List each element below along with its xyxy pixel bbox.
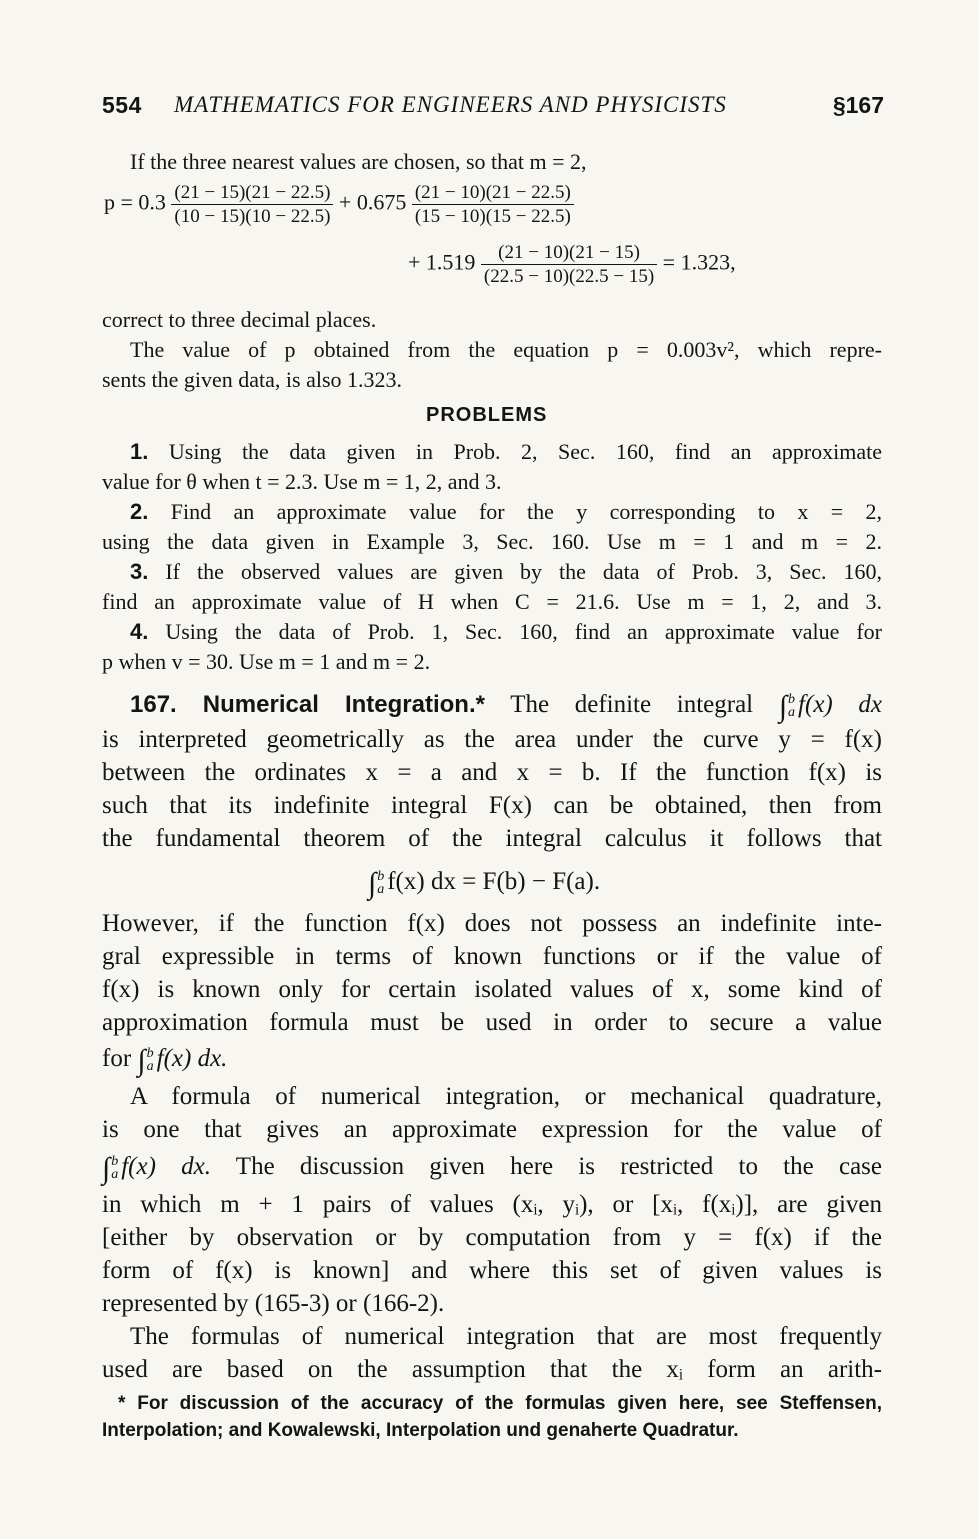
fraction-3-numerator: (21 − 10)(21 − 15): [481, 242, 657, 265]
footnote-line-2: Interpolation; and Kowalewski, Interpolation und genaherte Quadratur.: [102, 1420, 739, 1441]
equation-line-1: [104, 182, 574, 227]
text-line: The formulas of numerical integration that are most frequently: [130, 1323, 882, 1350]
problem-line: find an approximate value of H when C = 21.6. Use m = 1, 2, and 3.: [102, 589, 882, 614]
footnote-line-1: * For discussion of the accuracy of the formulas given here, see Steffensen,: [118, 1393, 882, 1414]
fraction-2-numerator: (21 − 10)(21 − 22.5): [412, 182, 574, 205]
text-line: such that its indefinite integral F(x) can be obtained, then from: [102, 792, 882, 819]
section-title: 167. Numerical Integration.*: [130, 691, 485, 718]
text-line: used are based on the assumption that the xᵢ form an arith-: [102, 1356, 882, 1383]
problem-line: p when v = 30. Use m = 1 and m = 2.: [102, 649, 431, 674]
text-line: form of f(x) is known] and where this set of given values is: [102, 1257, 882, 1284]
section-marker: §167: [832, 92, 884, 118]
example-after-3: sents the given data, is also 1.323.: [102, 367, 403, 392]
example-intro: If the three nearest values are chosen, so that m = 2,: [130, 149, 587, 174]
p-equals: p = 0.3: [104, 189, 166, 215]
section-heading-line: 167. Numerical Integration.* The definite integral ∫ b a f(x) dx: [130, 690, 883, 723]
problem-line: 2. Find an approximate value for the y corresponding to x = 2,: [130, 499, 883, 524]
problem-number: 3.: [130, 559, 149, 584]
problem-number: 4.: [130, 619, 149, 644]
text-line: ∫ b a f(x) dx. The discussion given here is restricted to the case: [102, 1152, 882, 1185]
problem-line: 1. Using the data given in Prob. 2, Sec. 160, find an approximate: [130, 439, 883, 464]
fraction-2-denominator: (15 − 10)(15 − 22.5): [414, 206, 571, 227]
fraction-3: [481, 242, 657, 287]
running-title: MATHEMATICS FOR ENGINEERS AND PHYSICISTS: [174, 92, 727, 117]
equation-result: = 1.323,: [662, 249, 736, 275]
text-line: in which m + 1 pairs of values (xᵢ, yᵢ), or [xᵢ, f(xᵢ)], are given: [102, 1191, 882, 1218]
fraction-1-denominator: (10 − 15)(10 − 22.5): [174, 206, 331, 227]
fraction-3-denominator: (22.5 − 10)(22.5 − 15): [483, 266, 655, 287]
page-number: 554: [102, 92, 142, 118]
fraction-2: [412, 182, 574, 227]
text-line: However, if the function f(x) does not possess an indefinite inte-: [102, 910, 882, 937]
equation-line-2: [408, 242, 736, 287]
text-line: is one that gives an approximate expression for the value of: [102, 1116, 882, 1143]
text-line: is interpreted geometrically as the area under the curve y = f(x): [102, 726, 882, 753]
fraction-1-numerator: (21 − 15)(21 − 22.5): [171, 182, 333, 205]
text-line: f(x) is known only for certain isolated values of x, some kind of: [102, 976, 882, 1003]
text-line: for ∫ b a f(x) dx.: [102, 1044, 228, 1077]
problem-line: value for θ when t = 2.3. Use m = 1, 2, and 3.: [102, 469, 502, 494]
plus-coefficient-1: + 0.675: [338, 189, 407, 215]
integral-sign: ∫: [102, 1152, 111, 1185]
problem-number: 2.: [130, 499, 149, 524]
plus-coefficient-2: + 1.519: [408, 249, 476, 275]
problem-line: 4. Using the data of Prob. 1, Sec. 160, find an approximate value for: [130, 619, 883, 644]
problems-heading: PROBLEMS: [426, 404, 548, 426]
problem-line: 3. If the observed values are given by the data of Prob. 3, Sec. 160,: [130, 559, 883, 584]
integral-sign: ∫: [778, 690, 788, 723]
problem-number: 1.: [130, 439, 149, 464]
text-line: approximation formula must be used in order to secure a value: [102, 1009, 882, 1036]
text-line: between the ordinates x = a and x = b. If the function f(x) is: [102, 759, 882, 786]
problem-line: using the data given in Example 3, Sec. 160. Use m = 1 and m = 2.: [102, 529, 882, 554]
example-after-2: The value of p obtained from the equation p = 0.003v², which repre-: [130, 337, 882, 362]
integral-sign: ∫: [368, 867, 377, 900]
integral-sign: ∫: [137, 1044, 146, 1077]
integral: ∫ b a f(x) dx: [778, 690, 883, 723]
fraction-1: [171, 182, 333, 227]
text-line: gral expressible in terms of known functions or if the value of: [102, 943, 882, 970]
text-line: A formula of numerical integration, or mechanical quadrature,: [130, 1083, 882, 1110]
text-line: the fundamental theorem of the integral calculus it follows that: [102, 825, 882, 852]
text-line: represented by (165-3) or (166-2).: [102, 1290, 445, 1317]
example-after-1: correct to three decimal places.: [102, 307, 377, 332]
text-line: [either by observation or by computation from y = f(x) if the: [102, 1224, 882, 1251]
display-equation: ∫ b a f(x) dx = F(b) − F(a).: [368, 867, 601, 900]
